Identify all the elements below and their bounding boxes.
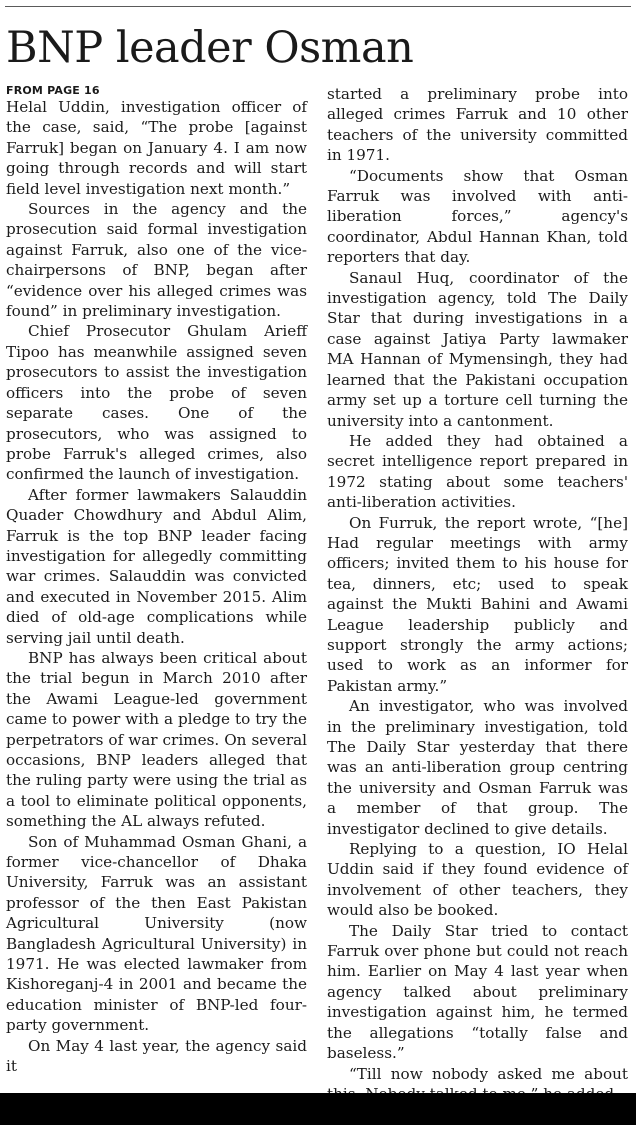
paragraph: Sources in the agency and the prosecution said formal investigation against Farruk, also one of the vice-chairpersons of BNP, began after “evidence over his alleged crimes was found” in preliminary investigation. bbox=[6, 200, 307, 321]
right-column bbox=[327, 84, 628, 1104]
paragraph: Replying to a question, IO Helal Uddin said if they found evidence of involvement of other teachers, they would also be booked. bbox=[327, 840, 628, 920]
top-rule bbox=[5, 6, 631, 7]
headline: BNP leader Osman bbox=[6, 23, 414, 73]
paragraph: On May 4 last year, the agency said it bbox=[6, 1036, 307, 1076]
paragraph: Son of Muhammad Osman Ghani, a former vice-chancellor of Dhaka University, Farruk was an assistant professor of the then East Pakistan Agricultural University (now Bangladesh Agricultural University) in 1971. He was elected lawmaker from Kishoreganj-4 in 2001 and became the education minister of BNP-led four-party government. bbox=[6, 832, 307, 1035]
paragraph: “Till now nobody asked me about bbox=[349, 1064, 628, 1083]
from-page-label: FROM PAGE 16 bbox=[6, 84, 100, 97]
paragraph: On Furruk, the report wrote, “[he] Had regular meetings with army officers; invited them to his house for tea, dinners, etc; used to speak against the Mukti Bahini and Awami League leadership publicly and support strongly the army actions; used to work as an informer for Pakistan army.” bbox=[327, 513, 628, 695]
paragraph: He added they had obtained a secret intelligence report prepared in 1972 stating about some teachers' anti-liberation activities. bbox=[327, 431, 628, 512]
paragraph: started a preliminary probe into alleged crimes Farruk and 10 other teachers of the university committed in 1971. bbox=[327, 85, 628, 165]
paragraph: After former lawmakers Salauddin Quader Chowdhury and Abdul Alim, Farruk is the top BNP leader facing investigation for allegedly committing war crimes. Salauddin was convicted and executed in November 2015. Alim died of old-age complications while serving jail until death. bbox=[6, 485, 307, 647]
paragraph: Chief Prosecutor Ghulam Arieff Tipoo has meanwhile assigned seven prosecutors to assist the investigation officers into the probe of seven separate cases. One of the prosecutors, who was assigned to probe Farruk's alleged crimes, also confirmed the launch of investigation. bbox=[6, 322, 307, 484]
paragraph: “Documents show that Osman Farruk was involved with anti-liberation forces,” agency's coordinator, Abdul Hannan Khan, told reporters that day. bbox=[327, 166, 628, 267]
paragraph: An investigator, who was involved in the preliminary investigation, told The Daily Star yesterday that there was an anti-liberation group centring the university and Osman Farruk was a member of that group. The investigator declined to give details. bbox=[327, 697, 628, 838]
left-column bbox=[6, 84, 307, 1077]
paragraph: Sanaul Huq, coordinator of the investigation agency, told The Daily Star that during investigations in a case against Jatiya Party lawmaker MA Hannan of Mymensingh, they had learned that the Pakistani occupation army set up a torture cell turning the university into a cantonment. bbox=[327, 268, 628, 430]
paragraph: BNP has always been critical about the trial begun in March 2010 after the Awami League-led government came to power with a pledge to try the perpetrators of war crimes. On several occasions, BNP leaders alleged that the ruling party were using the trial as a tool to eliminate political opponents, something the AL always refuted. bbox=[6, 648, 307, 831]
paragraph: The Daily Star tried to contact Farruk over phone but could not reach him. Earlier on May 4 last year when agency talked about preliminary investigation against him, he termed the allegations “totally false and baseless.” bbox=[327, 921, 628, 1063]
paragraph: Helal Uddin, investigation officer of the case, said, “The probe [against Farruk] began on January 4. I am now going through records and will start field level investigation next month.” bbox=[6, 98, 307, 198]
scan-bottom-band bbox=[0, 1093, 636, 1125]
